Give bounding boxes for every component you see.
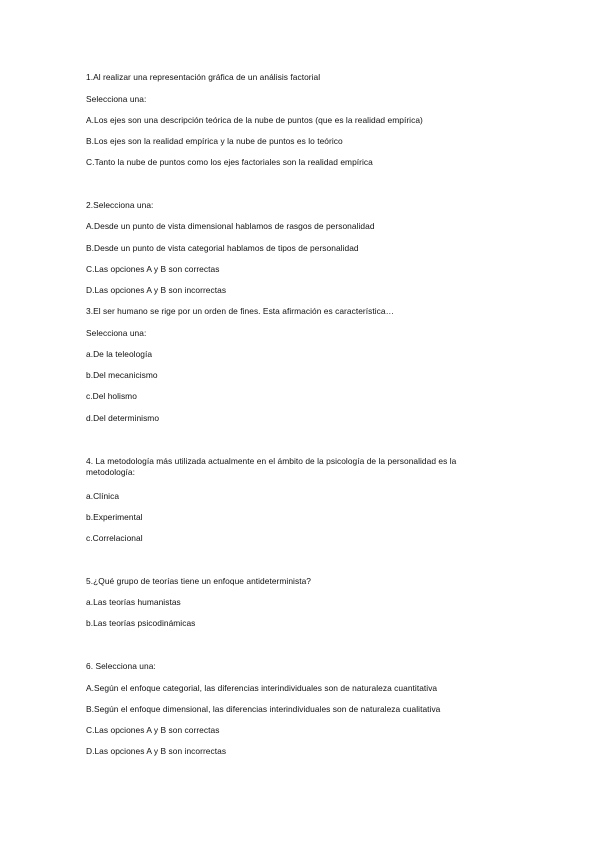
question-4-prompt: 4. La metodología más utilizada actualmente en el ámbito de la psicología de la personalidad es la metodología: bbox=[86, 456, 457, 477]
question-6-prompt: 6. Selecciona una: bbox=[86, 661, 156, 671]
question-6-option-c: C.Las opciones A y B son correctas bbox=[86, 725, 220, 735]
question-3-option-d: d.Del determinismo bbox=[86, 413, 160, 423]
question-2-option-c: C.Las opciones A y B son correctas bbox=[86, 264, 220, 274]
question-2-option-d: D.Las opciones A y B son incorrectas bbox=[86, 285, 227, 295]
question-4-option-c: c.Correlacional bbox=[86, 533, 143, 543]
question-6-option-d: D.Las opciones A y B son incorrectas bbox=[86, 746, 227, 756]
question-2-option-a: A.Desde un punto de vista dimensional hablamos de rasgos de personalidad bbox=[86, 221, 375, 231]
question-2-option-b: B.Desde un punto de vista categorial hablamos de tipos de personalidad bbox=[86, 243, 359, 253]
question-1-option-a: A.Los ejes son una descripción teórica de la nube de puntos (que es la realidad empírica) bbox=[86, 115, 423, 125]
question-2-prompt: 2.Selecciona una: bbox=[86, 200, 154, 210]
question-6-option-a: A.Según el enfoque categorial, las diferencias interindividuales son de naturaleza cuantitativa bbox=[86, 683, 438, 693]
question-5-option-a: a.Las teorías humanistas bbox=[86, 597, 181, 607]
question-3-option-b: b.Del mecanicismo bbox=[86, 370, 158, 380]
question-1-option-b: B.Los ejes son la realidad empírica y la nube de puntos es lo teórico bbox=[86, 136, 343, 146]
question-1-option-c: C.Tanto la nube de puntos como los ejes factoriales son la realidad empírica bbox=[86, 157, 373, 167]
question-1-prompt: 1.Al realizar una representación gráfica de un análisis factorial bbox=[86, 72, 321, 82]
question-1-instruction: Selecciona una: bbox=[86, 94, 147, 104]
question-6-option-b: B.Según el enfoque dimensional, las diferencias interindividuales son de naturaleza cualitativa bbox=[86, 704, 441, 714]
question-4-option-b: b.Experimental bbox=[86, 512, 143, 522]
question-4-option-a: a.Clínica bbox=[86, 491, 120, 501]
question-3-prompt: 3.El ser humano se rige por un orden de fines. Esta afirmación es característica… bbox=[86, 306, 395, 316]
question-3-option-a: a.De la teleología bbox=[86, 349, 153, 359]
question-5-prompt: 5.¿Qué grupo de teorías tiene un enfoque antideterminista? bbox=[86, 576, 311, 586]
question-3-instruction: Selecciona una: bbox=[86, 328, 147, 338]
question-5-option-b: b.Las teorías psicodinámicas bbox=[86, 618, 196, 628]
question-3-option-c: c.Del holismo bbox=[86, 391, 137, 401]
